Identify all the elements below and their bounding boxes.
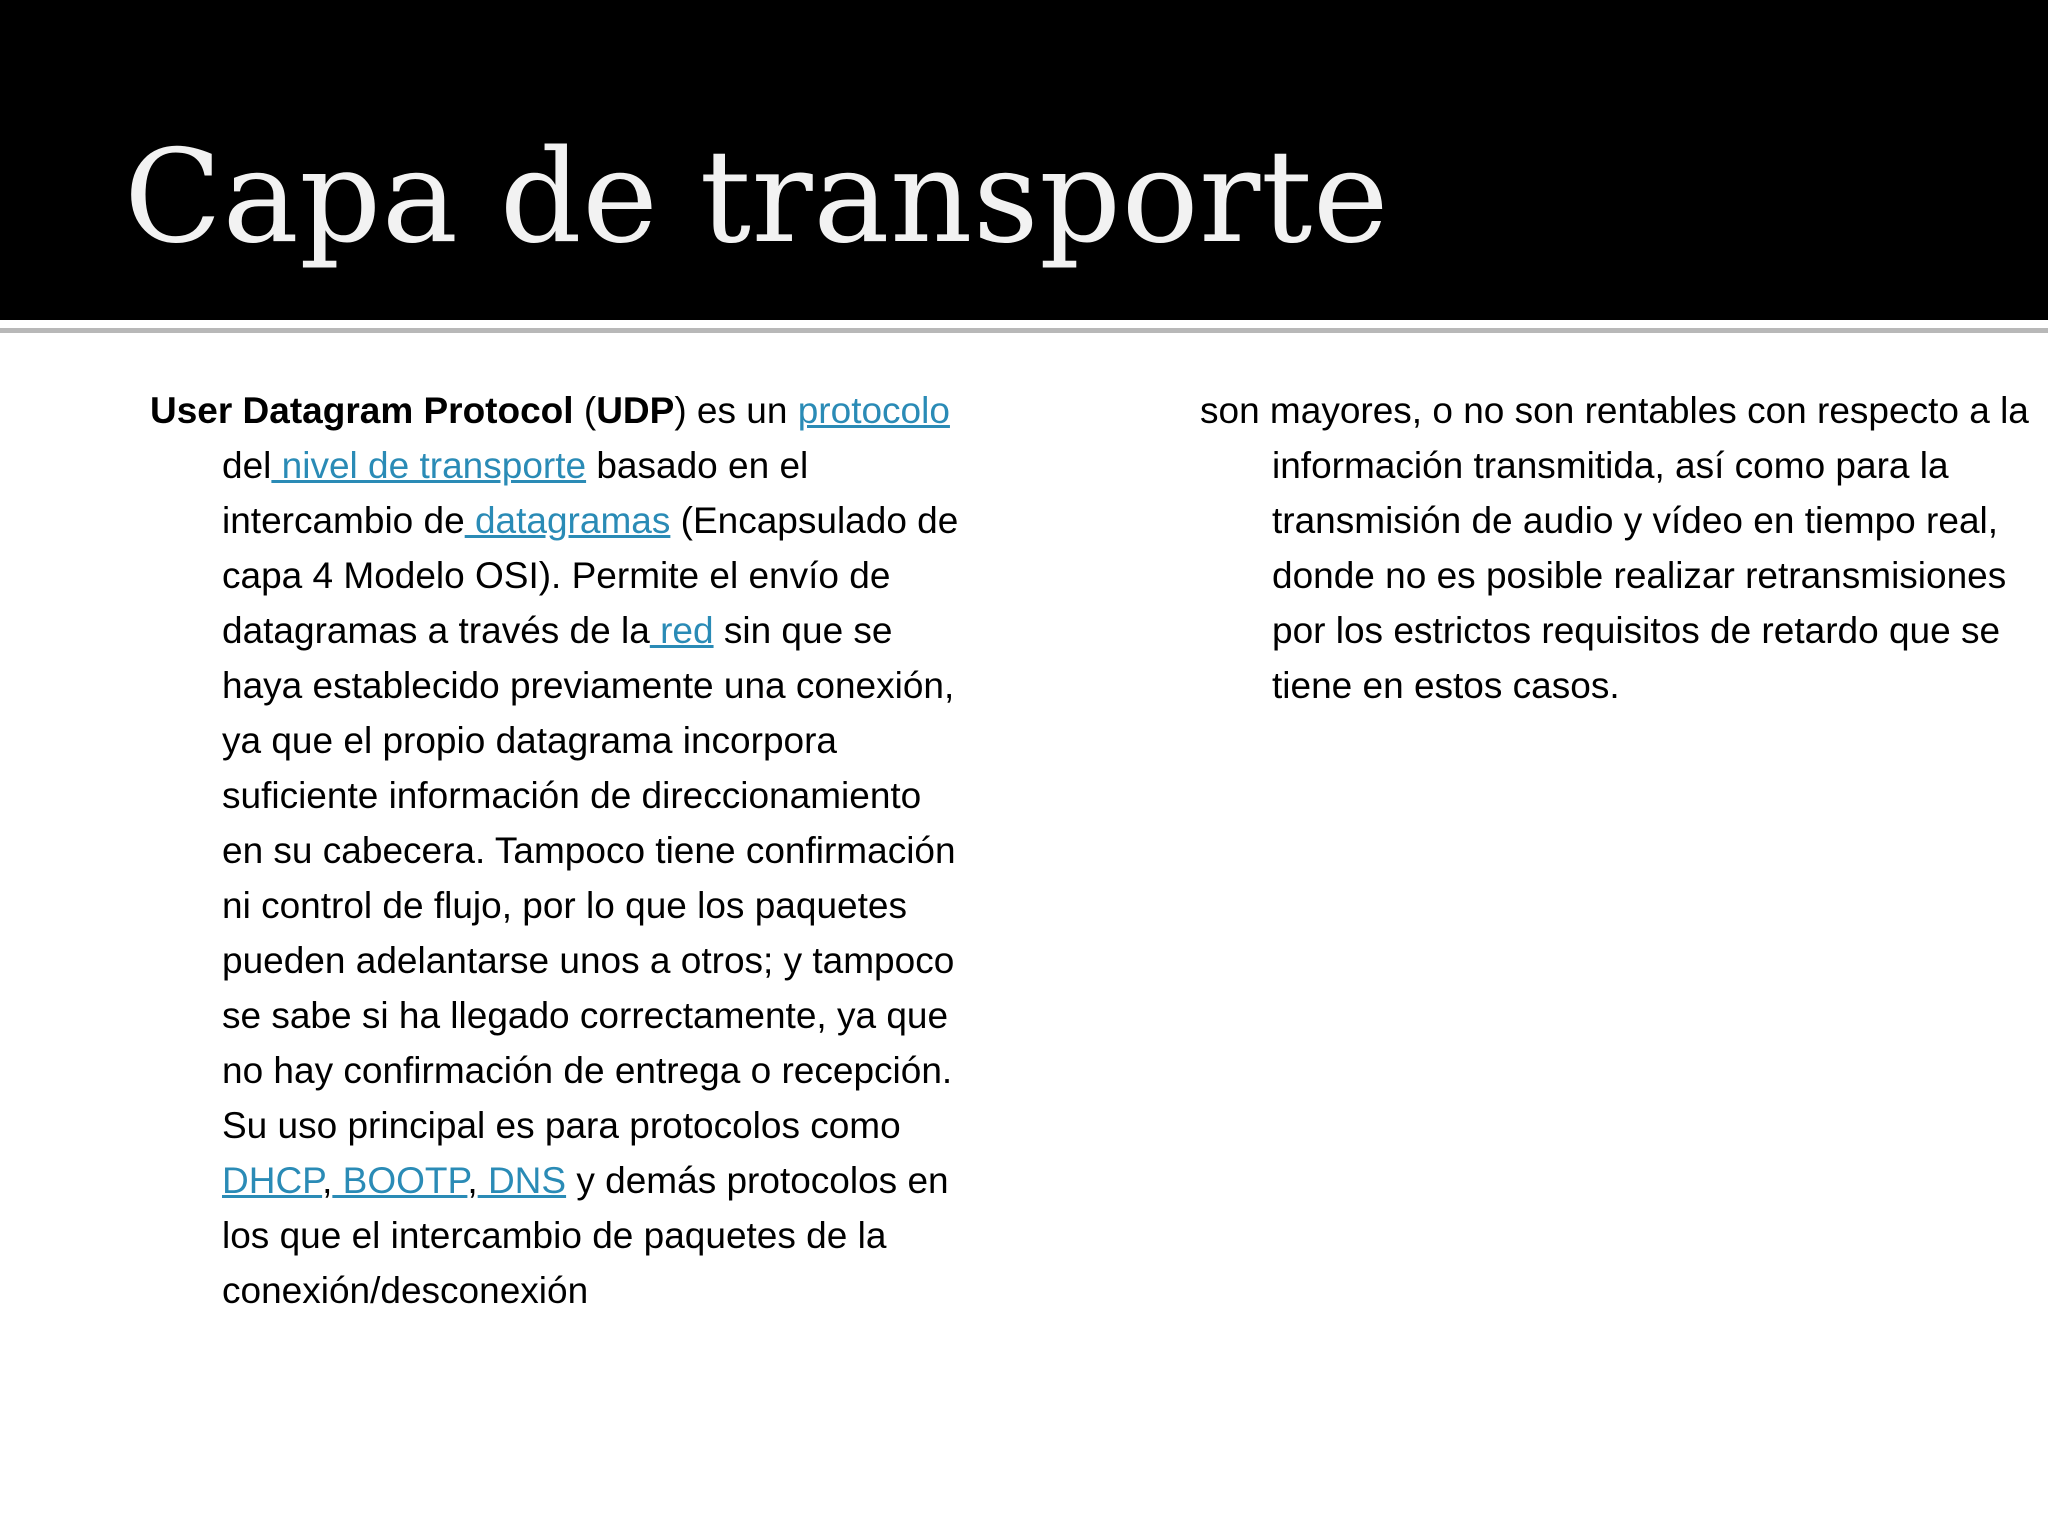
text-segment: , xyxy=(322,1160,333,1201)
right-text-column xyxy=(1200,383,2040,713)
text-segment: basado en el intercambio de xyxy=(222,445,809,541)
left-text-column xyxy=(150,383,970,1318)
text-segment: y demás protocolos en los que el intercambio de paquetes de la conexión/desconexión xyxy=(222,1160,949,1311)
udp-acronym: UDP xyxy=(596,390,675,431)
link-red[interactable]: red xyxy=(649,610,714,651)
text-segment: ) es un xyxy=(674,390,798,431)
text-segment: , xyxy=(467,1160,478,1201)
text-segment: del xyxy=(222,445,272,486)
udp-full-name: User Datagram Protocol xyxy=(150,390,574,431)
text-segment: ( xyxy=(573,390,597,431)
text-segment: sin que se haya establecido previamente una conexión, ya que el propio datagrama incorpora suficiente información de direccionamiento en su cabecera. Tampoco tiene confirmación ni control de flujo, por lo que los paquetes pueden adelantarse unos a otros; y tampoco se sabe si ha llegado correctamente, ya que no hay confirmación de entrega o recepción. Su uso principal es para protocolos como xyxy=(222,610,956,1146)
continuation-paragraph: son mayores, o no son rentables con respecto a la información transmitida, así como para la transmisión de audio y vídeo en tiempo real, donde no es posible realizar retransmisiones por los estrictos requisitos de retardo que se tiene en estos casos. xyxy=(1200,390,2029,706)
link-datagramas[interactable]: datagramas xyxy=(464,500,671,541)
slide-title: Capa de transporte xyxy=(124,123,1389,272)
link-dhcp[interactable]: DHCP xyxy=(222,1160,323,1201)
link-bootp[interactable]: BOOTP xyxy=(332,1160,468,1201)
link-nivel-de-transporte[interactable]: nivel de transporte xyxy=(271,445,587,486)
title-divider xyxy=(0,328,2048,333)
link-protocolo[interactable]: protocolo xyxy=(797,390,950,431)
title-bar xyxy=(0,0,2048,320)
udp-paragraph xyxy=(150,383,970,1318)
text-segment: (Encapsulado de capa 4 Modelo OSI). Permite el envío de datagramas a través de la xyxy=(222,500,959,651)
link-dns[interactable]: DNS xyxy=(477,1160,567,1201)
